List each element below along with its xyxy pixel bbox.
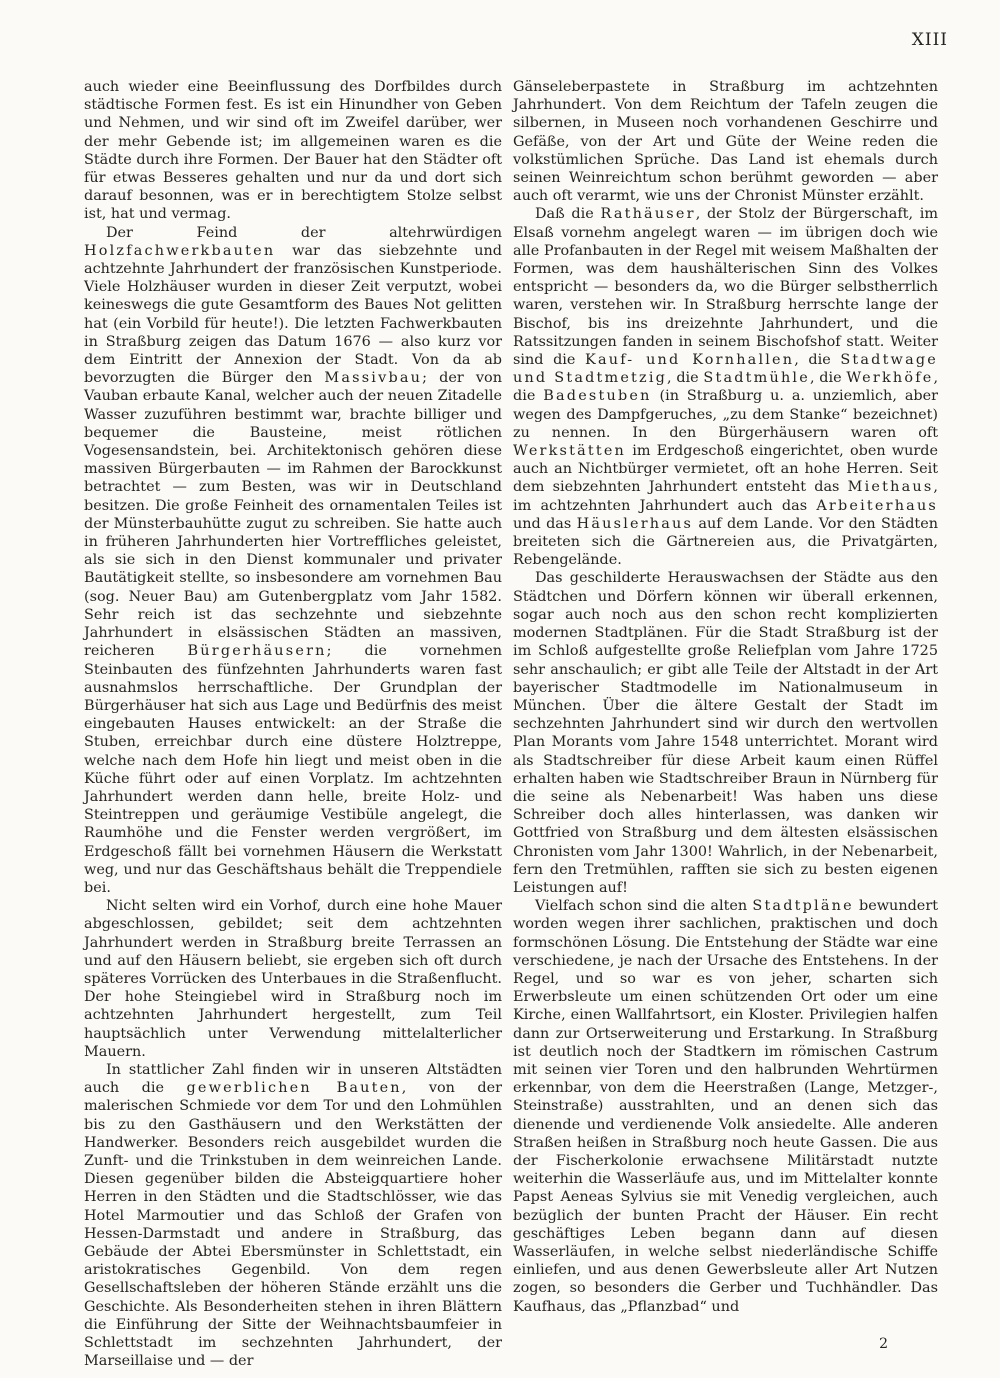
text-run: Daß die xyxy=(535,206,601,223)
paragraph xyxy=(513,205,938,569)
text-run: , der Stolz der Bürgerschaft, im Elsaß vornehm angelegt waren — im übrigen doch wie alle Profanbauten in der Regel mit weisem Maßhalten der Formen, was dem haushälterischen Sinn des Volkes entspricht — besonders da, wo die Bürger selbstherrlich waren, verstehen wir. In Straßburg herrschte lange der Bischof, bis ins dreizehnte Jahrhundert, und die Ratssitzungen fanden in seinem Bischofshof statt. Weiter sind die xyxy=(513,206,938,369)
emphasized-term: Kauf- und Kornhallen xyxy=(585,352,795,369)
emphasized-term: Arbeiterhaus xyxy=(816,497,938,514)
emphasized-term: Werkhöfe xyxy=(846,370,934,387)
emphasized-term: Bürgerhäusern xyxy=(187,643,327,660)
text-run: In stattlicher Zahl finden wir in unseren Altstädten auch die xyxy=(84,1061,502,1097)
text-run: war das siebzehnte und achtzehnte Jahrhundert der französischen Kunstperiode. Viele Holzhäuser wurden in dieser Zeit verputzt, wobei keineswegs die gute Gesamtform des Baues Not gelitten hat (ein Vorbild für heute!). Die letzten Fachwerkbauten in Straßburg zeigen das Datum 1676 — also kurz vor dem Eintritt der Annexion der Stadt. Von da ab bevorzugten die Bürger den xyxy=(84,242,502,387)
paragraph xyxy=(513,569,938,897)
page-number-roman: XIII xyxy=(911,30,948,50)
paragraph xyxy=(84,78,502,224)
paragraph xyxy=(84,1061,502,1370)
text-run: Nicht selten wird ein Vorhof, durch eine hohe Mauer abgeschlossen, gebildet; seit dem achtzehnten Jahrhundert werden in Straßburg breite Terrassen an und auf den Häusern beliebt, sie ergeben sich oft durch späteres Vorrücken des Unterbaues in die Straßenflucht. Der hohe Steingiebel wird in Straßburg noch im achtzehnten Jahrhundert hergestellt, zum Teil hauptsächlich unter Verwendung mittelalterlicher Mauern. xyxy=(84,898,502,1060)
text-run: Vielfach schon sind die alten xyxy=(535,898,753,915)
text-run: (in Straßburg u. a. unziemlich, aber wegen des Dampfgeruches, „zu dem Stanke“ bezeichnet) zu nennen. In den Bürgerhäusern waren oft xyxy=(513,388,939,441)
text-run: ; die vornehmen Steinbauten des fünfzehnten Jahrhunderts waren fast ausnahmslos herrschaftliche. Der Grundplan der Bürgerhäuser hat sich aus Lage und Bedürfnis des meist eingebauten Hauses entwickelt: an der Straße die Stuben, erreichbar durch eine düstere Holztreppe, welche nach dem Hofe hin liegt und meist oben in die Küche führt oder auf einen Vorplatz. Im achtzehnten Jahrhundert werden dann helle, breite Holz- und Steintreppen und geräumige Vestibüle angelegt, die Raumhöhe und die Fenster werden vergrößert, im Erdgeschoß fällt bei vornehmen Häusern die Werkstatt weg, und nur das Geschäftshaus behält die Treppendiele bei. xyxy=(84,643,502,896)
emphasized-term: Miethaus xyxy=(847,479,934,496)
text-run: im Erdgeschoß eingerichtet, oben wurde auch an Nichtbürger vermietet, oft an hohe Herren. Seit dem siebzehnten Jahrhundert entsteht das xyxy=(513,443,938,496)
emphasized-term: gewerblichen Bauten xyxy=(186,1080,402,1097)
text-run: , die xyxy=(667,370,704,387)
text-column-left xyxy=(84,78,502,1370)
text-run: Gänseleberpastete in Straßburg im achtzehnten Jahrhundert. Von dem Reichtum der Tafeln zeugen die silbernen, in Museen noch vorhandenen Geschirre und Gefäße, von der Art und Güte der Weine reden die volkstümlichen Sprüche. Das Land ist ehemals durch seinen Weinreichtum schon berühmt geworden — aber auch oft verarmt, wie uns der Chronist Münster erzählt. xyxy=(513,79,938,205)
emphasized-term: Rathäuser xyxy=(600,206,696,223)
text-column-right xyxy=(513,78,938,1316)
paragraph xyxy=(84,897,502,1061)
text-run: , von der malerischen Schmiede vor dem Tor und den Lohmühlen bis zu den Gasthäusern und den Werkstätten der Handwerker. Besonders reich ausgebildet wurden die Zunft- und die Trinkstuben in dem weinreichen Lande. Diesen gegenüber bilden die Absteigquartiere hoher Herren in den Städten und die Stadtschlösser, wie das Hotel Marmoutier und das Schloß der Grafen von Hessen-Darmstadt und andere in Straßburg, das Gebäude der Abtei Ebersmünster in Schlettstadt, ein aristokratisches Gegenbild. Von dem regen Gesellschaftsleben der höheren Stände erzählt uns die Geschichte. Als Besonderheiten stehen in ihren Blättern die Einführung der Sitte der Weihnachtsbaumfeier in Schlettstadt im sechzehnten Jahrhundert, der Marseillaise und — der xyxy=(84,1080,502,1370)
paragraph xyxy=(513,78,938,205)
emphasized-term: Stadtmühle xyxy=(703,370,810,387)
text-run: , die xyxy=(513,370,939,405)
text-run: ; der von Vauban erbaute Kanal, welcher auch der neuen Zitadelle Wasser zuzuführen bestimmt war, brachte billiger und bequemer die Bausteine, meist rötlichen Vogesensandstein, bei. Architektonisch gehören diese massiven Bürgerbauten — im Rahmen der Barockkunst betrachtet — zum Besten, was wir in Deutschland besitzen. Die große Feinheit des ornamentalen Teiles ist der Münsterbauhütte zugut zu schreiben. Sie hatte auch in früheren Jahrhunderten hier Vortreffliches geleistet, als sie sich in den Dienst kommunaler und privater Bautätigkeit stellte, so insbesondere am vornehmen Bau (sog. Neuer Bau) am Gutenbergplatz vom Jahr 1582. Sehr reich ist das sechzehnte und siebzehnte Jahrhundert in elsässischen Städten an massiven, reicheren xyxy=(84,370,502,660)
text-run: Das geschilderte Herauswachsen der Städte aus den Städtchen und Dörfern können wir überall erkennen, sogar auch noch aus den schon recht komplizierten modernen Stadtplänen. Für die Stadt Straßburg ist der im Schloß aufgestellte große Reliefplan vom Jahre 1725 sehr anschaulich; er gibt alle Teile der Altstadt in der Art bayerischer Stadtmodelle im Nationalmuseum in München. Über die ältere Gestalt der Stadt im sechzehnten Jahrhundert sind wir durch den wertvollen Plan Morants vom Jahre 1548 unterrichtet. Morant wird als Stadtschreiber für diese Arbeit kaum einen Rüffel erhalten haben wie Stadtschreiber Braun in Nürnberg für die seine als Nebenarbeit! Was haben uns diese Schreiber doch alles hinterlassen, was danken wir Gottfried von Straßburg und dem ältesten elsässischen Chronisten vom Jahr 1300! Wahrlich, in der Nebenarbeit, fern den Tretmühlen, rafften sie sich zu besten eigenen Leistungen auf! xyxy=(513,570,938,896)
emphasized-term: Häuslerhaus xyxy=(576,515,694,532)
emphasized-term: Holzfachwerkbauten xyxy=(84,242,276,259)
emphasized-term: Massivbau xyxy=(324,370,423,387)
text-run: auf dem Lande. Vor den Städten breiteten sich die Gärtnereien aus, die Privatgärten, Rebengelände. xyxy=(513,515,938,569)
text-run: , im achtzehnten Jahrhundert auch das xyxy=(513,479,938,514)
text-run: , die xyxy=(809,370,847,387)
emphasized-term: Stadtwage und Stadtmetzig xyxy=(513,352,938,387)
page-number: 2 xyxy=(879,1336,888,1352)
text-run: , die xyxy=(794,352,841,369)
emphasized-term: Werkstätten xyxy=(513,443,627,460)
text-run: Der Feind der altehrwürdigen xyxy=(106,224,502,241)
paragraph xyxy=(513,897,938,1316)
emphasized-term: Stadtpläne xyxy=(752,898,854,915)
text-run: und das xyxy=(513,515,577,532)
text-run: bewundert worden wegen ihrer sachlichen, praktischen und doch formschönen Lösung. Die Entstehung der Städte war eine verschiedene, je nach der Ursache des Entstehens. In der Regel, und so war es von jeher, scharten sich Erwerbsleute um einen schützenden Ort oder um eine Kirche, einen Wallfahrtsort, ein Kloster. Privilegien halfen dann zur Ortserweiterung und Erstarkung. In Straßburg ist deutlich noch der Stadtkern im römischen Castrum mit seinen vier Toren und den halbrunden Wehrtürmen erkennbar, von dem die Heerstraßen (Lange, Metzger-, Steinstraße) ausstrahlten, und an denen sich das dienende und verdienende Volk ansiedelte. Alle anderen Straßen heißen in Straßburg noch heute Gassen. Die aus der Fischerkolonie erwachsene Militärstadt nutzte weiterhin die Wasserläufe aus, und im Mittelalter konnte Papst Aeneas Sylvius sie mit Venedig vergleichen, auch bezüglich der bunten Pracht der Häuser. Ein recht geschäftiges Leben begann dann auf diesen Wasserläufen, in welche selbst niederländische Schiffe einliefen, und aus denen Gewerbsleute aller Art Nutzen zogen, so besonders die Gerber und Tuchhändler. Das Kaufhaus, das „Pflanzbad“ und xyxy=(513,898,938,1315)
paragraph xyxy=(84,224,502,898)
emphasized-term: Badestuben xyxy=(543,388,652,405)
text-run: auch wieder eine Beeinflussung des Dorfbildes durch städtische Formen fest. Es ist ein Hinundher von Geben und Nehmen, und wir sind oft im Zweifel darüber, wer der mehr Gebende ist; im allgemeinen waren es die Städte durch ihre Formen. Der Bauer hat den Städter oft für etwas Besseres gehalten und nur da und dort sich darauf besonnen, was er in berechtigtem Stolze selbst ist, hat und vermag. xyxy=(84,79,502,223)
